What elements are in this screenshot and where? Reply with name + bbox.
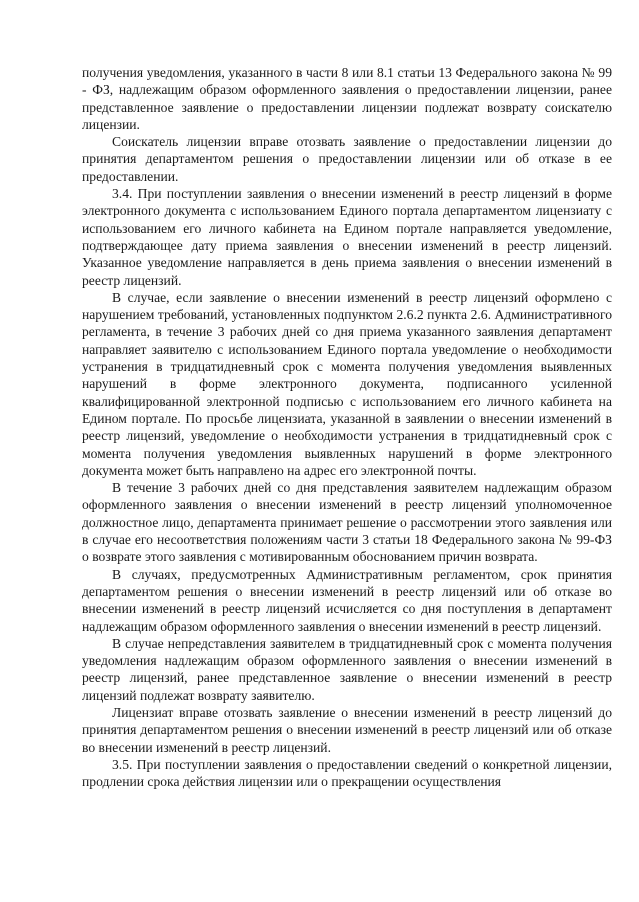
paragraph-violations-notice: В случае, если заявление о внесении изменений в реестр лицензий оформлено с нарушением требований, установленных подпунктом 2.6.2 пункта 2.6. Административного регламента, в течение 3 рабочих дней со дня приема указанного заявления департамент направляет заявителю с использованием Единого портала уведомление о необходимости устранения в тридцатидневный срок с момента получения уведомления выявленных нарушений в форме электронного документа, подписанного усиленной квалифицированной электронной подписью с использованием его личного кабинета на Едином портале. По просьбе лицензиата, указанной в заявлении о внесении изменений в реестр лицензий, уведомление о необходимости устранения в тридцатидневный срок с момента получения уведомления выявленных нарушений в форме электронного документа может быть направлено на адрес его электронной почты. [82, 289, 612, 478]
document-page [82, 64, 612, 790]
paragraph-withdraw-changes-application: Лицензиат вправе отозвать заявление о внесении изменений в реестр лицензий до принятия департаментом решения о внесении изменений в реестр лицензий или об отказе во внесении изменений в реестр лицензий. [82, 704, 612, 755]
paragraph-license-notification: получения уведомления, указанного в части 8 или 8.1 статьи 13 Федерального закона № 99 - ФЗ, надлежащим образом оформленного заявления о предоставлении лицензии, ранее представленное заявление о предоставлении лицензии подлежат возврату соискателю лицензии. [82, 65, 612, 132]
paragraph-section-3-5: 3.5. При поступлении заявления о предоставлении сведений о конкретной лицензии, продлении срока действия лицензии или о прекращении осуществления [82, 756, 612, 790]
paragraph-decision-term: В случаях, предусмотренных Административным регламентом, срок принятия департаментом решения о внесении изменений в реестр лицензий или об отказе во внесении изменений в реестр лицензий исчисляется со дня поступления в департамент надлежащим образом оформленного заявления о внесении изменений в реестр лицензий. [82, 566, 612, 634]
paragraph-section-3-4: 3.4. При поступлении заявления о внесении изменений в реестр лицензий в форме электронного документа с использованием Единого портала департаментом лицензиату с использованием его личного кабинета на Едином портале направляется уведомление, подтверждающее дату приема заявления о внесении изменений в реестр лицензий. Указанное уведомление направляется в день приема заявления о внесении изменений в реестр лицензий. [82, 186, 612, 288]
paragraph-withdraw-license-application: Соискатель лицензии вправе отозвать заявление о предоставлении лицензии до принятия департаментом решения о предоставлении лицензии или об отказе в ее предоставлении. [82, 134, 612, 184]
paragraph-non-submission: В случае непредставления заявителем в тридцатидневный срок с момента получения уведомления надлежащим образом оформленного заявления о внесении изменений в реестр лицензий, ранее представленное заявление о внесении изменений в реестр лицензий подлежат возврату заявителю. [82, 635, 612, 703]
paragraph-review-decision: В течение 3 рабочих дней со дня представления заявителем надлежащим образом оформленного заявления о внесении изменений в реестр лицензий уполномоченное должностное лицо, департамента принимает решение о рассмотрении этого заявления или в случае его несоответствия положениям части 3 статьи 18 Федерального закона № 99-ФЗ о возврате этого заявления с мотивированным обоснованием причин возврата. [82, 480, 612, 565]
